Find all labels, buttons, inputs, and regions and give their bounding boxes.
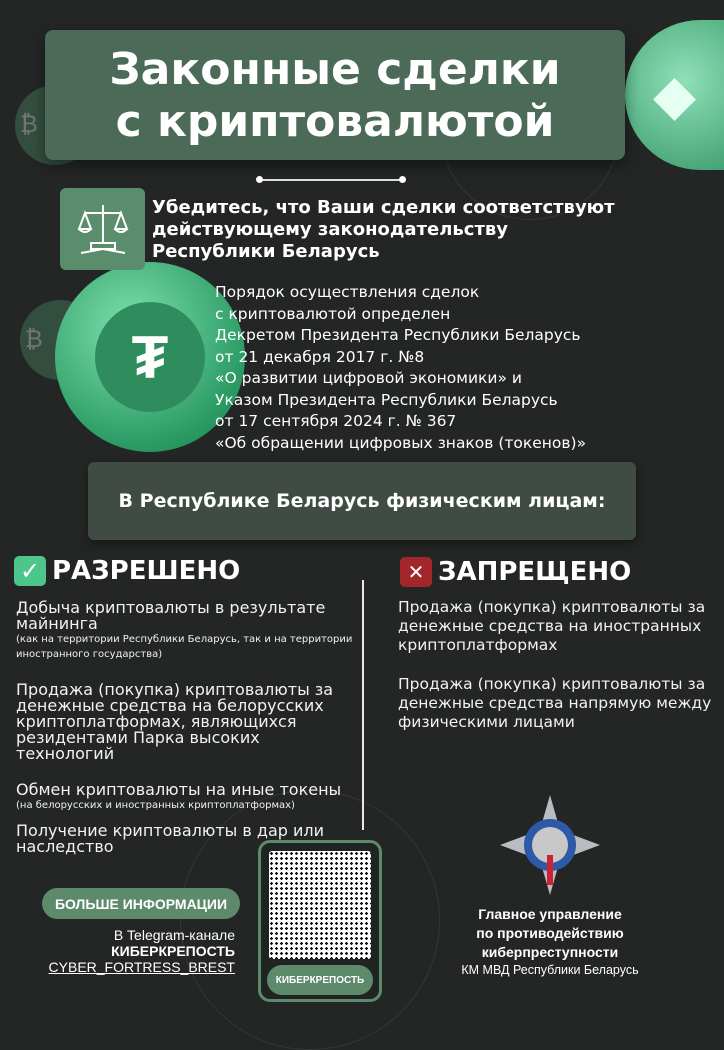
lead-text: Убедитесь, что Ваши сделки соответствуют действующему законодательству Республики Беларусь: [152, 197, 615, 262]
forbidden-heading: [400, 557, 631, 587]
paragraph-line: от 21 декабря 2017 г. №8: [215, 347, 425, 366]
bitcoin-coin-icon: ₿: [15, 85, 95, 165]
org-line: Главное управление: [478, 906, 622, 922]
organization-name: [430, 905, 670, 962]
divider-dot: [256, 176, 263, 183]
page-title-line1: Законные сделки: [109, 44, 561, 95]
list-item: Продажа (покупка) криптовалюты за денежные средства напрямую между физическими лицами: [398, 675, 712, 731]
scales-of-justice-icon: [60, 188, 145, 270]
telegram-info: [20, 927, 235, 975]
item-note: (на белорусских и иностранных криптоплатформах): [16, 800, 295, 811]
legal-basis-text: [215, 282, 715, 454]
list-item: [16, 600, 361, 662]
list-item: Продажа (покупка) криптовалюты за денежные средства на иностранных криптоплатформах: [398, 598, 706, 654]
ethereum-coin-icon: ◆: [625, 20, 724, 170]
paragraph-line: «Об обращении цифровых знаков (токенов)»: [215, 433, 587, 452]
item-text: Обмен криптовалюты на иные токены: [16, 780, 342, 799]
list-item: [16, 682, 361, 762]
item-text: Продажа (покупка) криптовалюты за денежные средства на белорусских криптоплатформах, являющихся резидентами Парка высоких технологий: [16, 680, 334, 763]
telegram-line: В Telegram-канале: [113, 927, 235, 943]
divider-dot: [399, 176, 406, 183]
qr-code[interactable]: [269, 851, 371, 959]
org-line: по противодействию: [476, 925, 624, 941]
list-item: [16, 782, 361, 813]
check-icon: ✓: [14, 556, 46, 586]
allowed-list: [16, 600, 361, 855]
qr-label-button[interactable]: КИБЕРКРЕПОСТЬ: [267, 965, 373, 995]
divider: [260, 179, 402, 181]
telegram-handle-link[interactable]: CYBER_FORTRESS_BREST: [48, 959, 235, 975]
more-info-button[interactable]: БОЛЬШЕ ИНФОРМАЦИИ: [42, 888, 240, 919]
column-divider: [362, 580, 364, 830]
item-note: (как на территории Республики Беларусь, так и на территории иностранного государства): [16, 634, 353, 660]
forbidden-list: [398, 598, 718, 732]
page-title-line2: с криптовалютой: [115, 96, 555, 147]
paragraph-line: Порядок осуществления сделок: [215, 283, 480, 301]
paragraph-line: «О развитии цифровой экономики» и: [215, 369, 522, 387]
qr-card: [258, 840, 382, 1002]
organization-subtitle: КМ МВД Республики Беларусь: [461, 963, 639, 977]
title-box: [45, 30, 625, 160]
forbidden-heading-text: ЗАПРЕЩЕНО: [438, 557, 632, 587]
cross-icon: ✕: [400, 557, 432, 587]
telegram-channel-name: КИБЕРКРЕПОСТЬ: [111, 943, 235, 959]
paragraph-line: Указом Президента Республики Беларусь: [215, 390, 558, 409]
allowed-heading-text: РАЗРЕШЕНО: [52, 556, 241, 586]
bitcoin-coin-icon: ₿: [20, 300, 100, 380]
tether-coin-icon: ₮: [55, 262, 245, 452]
paragraph-line: с криптовалютой определен: [215, 304, 451, 323]
paragraph-line: Декретом Президента Республики Беларусь: [215, 326, 581, 344]
mvd-emblem: [500, 795, 600, 895]
org-line: киберпреступности: [481, 944, 619, 960]
paragraph-line: от 17 сентября 2024 г. № 367: [215, 412, 457, 430]
allowed-heading: [14, 556, 240, 586]
item-text: Получение криптовалюты в дар или наследство: [16, 821, 325, 856]
banner: В Республике Беларусь физическим лицам:: [88, 462, 636, 540]
item-text: Добыча криптовалюты в результате майнинга: [16, 598, 326, 633]
